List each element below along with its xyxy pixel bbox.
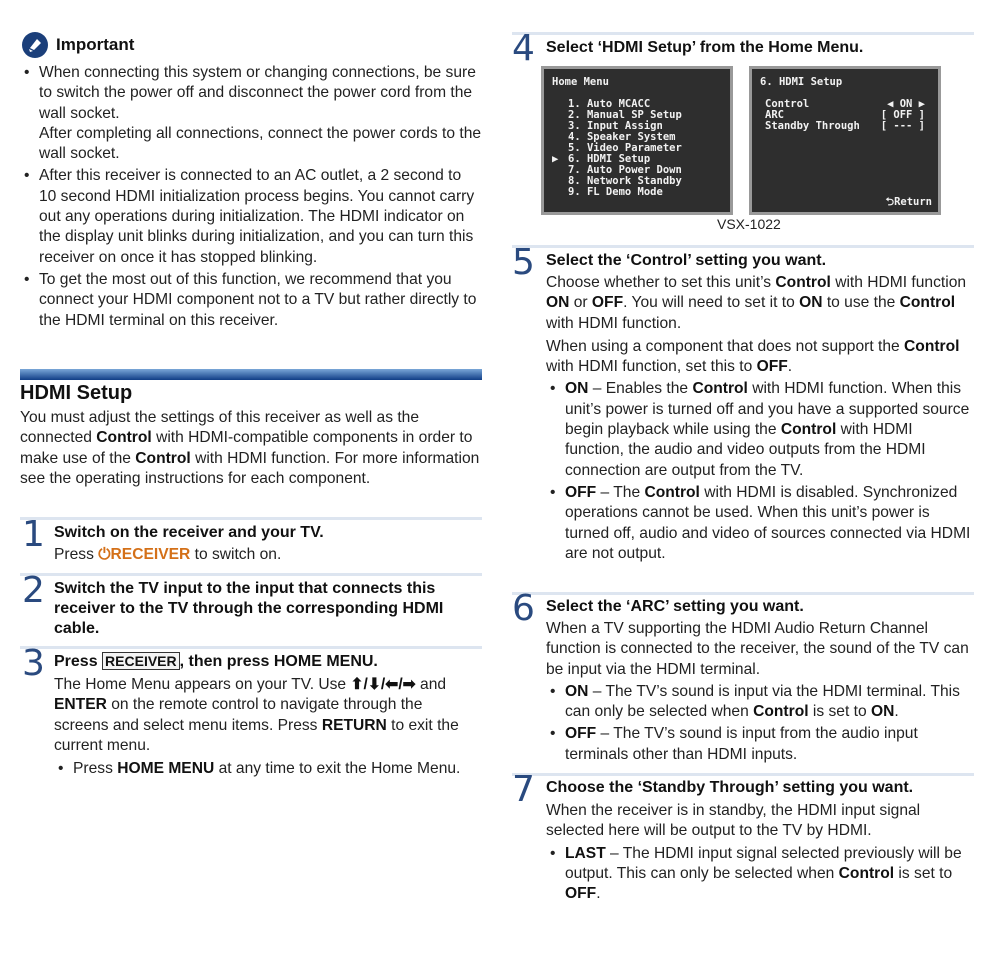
list-item: • After this receiver is connected to an AC outlet, a 2 second to 10 second HDMI initialization process begins. You cannot carry out any operations during initialization. The HDMI indicator on the display unit blinks during initialization, and you can turn this receiver on once it has stopped blinking.: [20, 166, 482, 267]
menu-item: 6. HDMI Setup: [568, 153, 651, 165]
section-intro: You must adjust the settings of this receiver as well as the connected Control with HDMI-compatible components in order to make use of the Control with HDMI function. For more information see the operating instructions for each component.: [20, 409, 480, 487]
step-body: Press ⏻RECEIVER to switch on.: [54, 546, 282, 563]
step-divider: [512, 245, 974, 248]
list-item: • When connecting this system or changing connections, be sure to switch the power off and disconnect the power cord from the wall socket. After completing all connections, connect the power cords to the wall socket.: [20, 63, 482, 164]
setting-row: ARC [ OFF ]: [765, 109, 925, 121]
step-number: 1: [22, 514, 45, 555]
menu-item: 3. Input Assign: [568, 120, 663, 132]
hdmi-setup-screen: [749, 66, 941, 215]
important-list: [20, 63, 482, 331]
step-divider: [20, 517, 482, 520]
list-item: • OFF – The TV’s sound is input from the audio input terminals other than HDMI inputs.: [546, 724, 974, 765]
list-item: • LAST – The HDMI input signal selected previously will be output. This can only be selected when Control is set to OFF.: [546, 844, 974, 905]
screen-title: Home Menu: [552, 76, 609, 88]
step-title: Switch on the receiver and your TV.: [54, 524, 324, 541]
section-divider: [20, 369, 482, 380]
step-number: 5: [512, 242, 535, 283]
step-number: 2: [22, 570, 45, 611]
step-divider: [20, 573, 482, 576]
step-body: The Home Menu appears on your TV. Use ⬆/⬇/⬅/➡ and ENTER on the remote control to navigate through the screens and select menu items. Press RETURN to exit the current menu. • Press HOME MENU at any time to exit the Home Menu.: [54, 675, 480, 779]
list-item: • To get the most out of this function, we recommend that you connect your HDMI component not to a TV but rather directly to the HDMI terminal on this receiver.: [20, 270, 482, 331]
step-title: Select the ‘ARC’ setting you want.: [546, 598, 804, 615]
step-number: 4: [512, 28, 535, 69]
section-title: HDMI Setup: [20, 382, 133, 404]
step-number: 7: [512, 769, 535, 810]
important-title: Important: [56, 35, 135, 54]
home-menu-screen: [541, 66, 733, 215]
step-divider: [512, 773, 974, 776]
list-item: • ON – The TV’s sound is input via the HDMI terminal. This can only be selected when Control is set to ON.: [546, 682, 974, 723]
arrow-keys-icon: ⬆/⬇/⬅/➡: [350, 676, 416, 693]
step-divider: [20, 646, 482, 649]
menu-item: 9. FL Demo Mode: [568, 186, 663, 198]
step-number: 6: [512, 588, 535, 629]
important-icon: [22, 32, 48, 58]
step-title: Select the ‘Control’ setting you want.: [546, 252, 827, 269]
step-body: When a TV supporting the HDMI Audio Return Channel function is connected to the receiver, the sound of the TV can be input via the HDMI terminal. • ON – The TV’s sound is input via the HDMI terminal. This can only be selected when Control is set to ON. • OFF – The TV’s sound is input from the audio input terminals other than HDMI inputs.: [546, 619, 974, 767]
step-divider: [512, 592, 974, 595]
step-title: Switch the TV input to the input that connects this receiver to the TV through the corresponding HDMI cable.: [54, 580, 444, 637]
screen-title: 6. HDMI Setup: [760, 76, 843, 88]
home-menu-list: [568, 99, 682, 198]
list-item: • Press HOME MENU at any time to exit the Home Menu.: [54, 759, 480, 779]
step-title: Choose the ‘Standby Through’ setting you want.: [546, 779, 914, 796]
menu-item: 5. Video Parameter: [568, 142, 682, 154]
step-number: 3: [22, 643, 45, 684]
step-body: When the receiver is in standby, the HDMI input signal selected here will be output to the TV by HDMI. • LAST – The HDMI input signal selected previously will be output. This can only be selected when Control is set to OFF.: [546, 801, 974, 906]
step-title: Press RECEIVER , then press HOME MENU.: [54, 653, 378, 670]
setting-row: Control ◀ ON ▶: [765, 98, 925, 110]
cursor-arrow-icon: ▶: [552, 153, 559, 165]
menu-item: 4. Speaker System: [568, 131, 676, 143]
menu-item: 8. Network Standby: [568, 175, 682, 187]
power-icon: ⏻: [98, 546, 111, 563]
important-header: [22, 32, 134, 58]
menu-item: 1. Auto MCACC: [568, 98, 651, 110]
list-item: • ON – Enables the Control with HDMI function. When this unit’s power is turned off and you have a supported source begin playback while using the Control with HDMI function, the audio and video outputs from the HDMI connection are output from the TV.: [546, 379, 974, 480]
menu-item: 2. Manual SP Setup: [568, 109, 682, 121]
return-label: ⮌Return: [885, 196, 932, 208]
step-title: Select ‘HDMI Setup’ from the Home Menu.: [546, 39, 864, 56]
setting-row: Standby Through [ --- ]: [765, 120, 925, 132]
menu-item: 7. Auto Power Down: [568, 164, 682, 176]
list-item: • OFF – The Control with HDMI is disabled. Synchronized operations cannot be used. When this unit’s power is turned off, audio and video of sources connected via HDMI are not output.: [546, 483, 974, 564]
model-caption: VSX-1022: [717, 216, 781, 232]
step-body: Choose whether to set this unit’s Control with HDMI function ON or OFF. You will need to set it to ON to use the Control with HDMI function. When using a component that does not support the Control with HDMI function, set this to OFF. • ON – Enables the Control with HDMI function. When this unit’s power is turned off and you have a supported source begin playback while using the Control with HDMI function, the audio and video outputs from the HDMI connection are output from the TV. • OFF – The Control with HDMI is disabled. Synchronized operations cannot be used. When this unit’s power is turned off, audio and video of sources connected via HDMI are not output.: [546, 273, 974, 566]
step-divider: [512, 32, 974, 35]
hdmi-settings-list: [765, 99, 925, 132]
receiver-key: RECEIVER: [102, 652, 180, 670]
return-icon: ⮌: [885, 196, 895, 208]
